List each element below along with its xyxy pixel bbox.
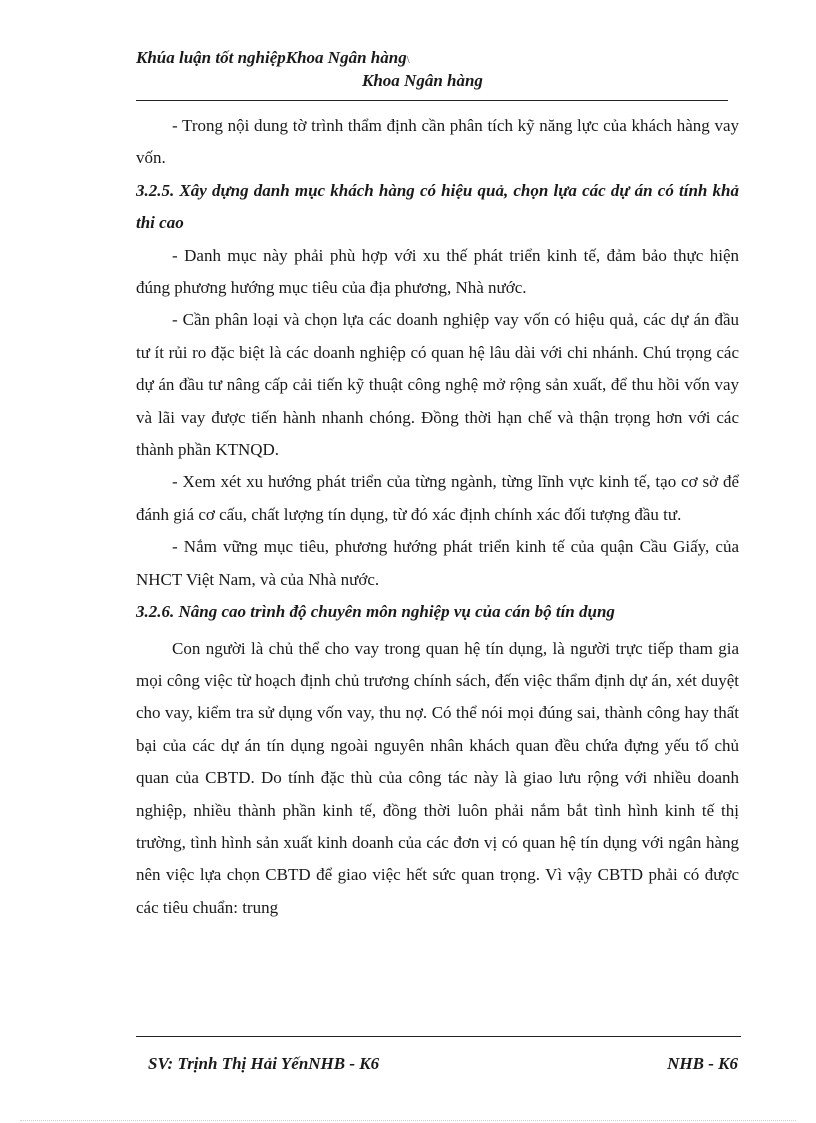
page-header-subtitle: Khoa Ngân hàng [362,71,483,90]
paragraph-6: Con người là chủ thể cho vay trong quan hệ tín dụng, là người trực tiếp tham gia mọi công việc từ hoạch định chủ trương chính sách, đến việc thẩm định dự án, xét duyệt cho vay, kiểm tra sử dụng vốn vay, thu nợ. Có thể nói mọi đúng sai, thành công hay thất bại của các dự án tín dụng ngoài nguyên nhân khách quan đều chứa đựng yếu tố chủ quan của CBTD. Do tính đặc thù của công tác này là giao lưu rộng với nhiều doanh nghiệp, nhiều thành phần kinh tế, đồng thời luôn phải nắm bắt tình hình kinh tế thị trường, tình hình sản xuất kinh doanh của các đơn vị có quan hệ tín dụng với ngân hàng nên việc lựa chọn CBTD để giao việc hết sức quan trọng. Vì vậy CBTD phải có được các tiêu chuẩn: trung [136,638,739,917]
paragraph-3: - Cần phân loại và chọn lựa các doanh nghiệp vay vốn có hiệu quả, các dự án đầu tư ít rủi ro đặc biệt là các doanh nghiệp có quan hệ lâu dài với chi nhánh. Chú trọng các dự án đầu tư nâng cấp cải tiến kỹ thuật công nghệ mở rộng sản xuất, để thu hồi vốn vay và lãi vay được tiến hành nhanh chóng. Đồng thời hạn chế và thận trọng hơn với các thành phần KTNQD. [136,310,739,460]
page-edge-dots [20,1120,796,1121]
footer-class: NHB - K6 [667,1054,738,1073]
footer-divider [136,1036,741,1037]
paragraph-5: - Nắm vững mục tiêu, phương hướng phát triển kinh tế của quận Cầu Giấy, của NHCT Việt Nam, và của Nhà nước. [136,537,739,589]
section-heading-3-2-5: 3.2.5. Xây dựng danh mục khách hàng có hiệu quả, chọn lựa các dự án có tính khả thi cao [136,180,739,233]
paragraph-2: - Danh mục này phải phù hợp với xu thế phát triển kinh tế, đảm bảo thực hiện đúng phương hướng mục tiêu của địa phương, Nhà nước. [136,245,739,298]
document-body [136,110,739,924]
paragraph-4: - Xem xét xu hướng phát triển của từng ngành, từng lĩnh vực kinh tế, tạo cơ sở để đánh giá cơ cấu, chất lượng tín dụng, từ đó xác định chính xác đối tượng đầu tư. [136,472,739,524]
section-heading-3-2-6: 3.2.6. Nâng cao trình độ chuyên môn nghiệp vụ của cán bộ tín dụng [136,602,615,622]
footer-student: SV: Trịnh Thị Hải YếnNHB - K6 [148,1054,380,1073]
header-divider [136,100,728,101]
paragraph-1: - Trong nội dung tờ trình thẩm định cần phân tích kỹ năng lực của khách hàng vay vốn. [136,116,739,168]
header-title-text: Khúa luận tốt nghiệpKhoa Ngân hàng [136,48,407,67]
page-header-title [136,48,409,68]
header-title-mark: \ [406,55,410,66]
